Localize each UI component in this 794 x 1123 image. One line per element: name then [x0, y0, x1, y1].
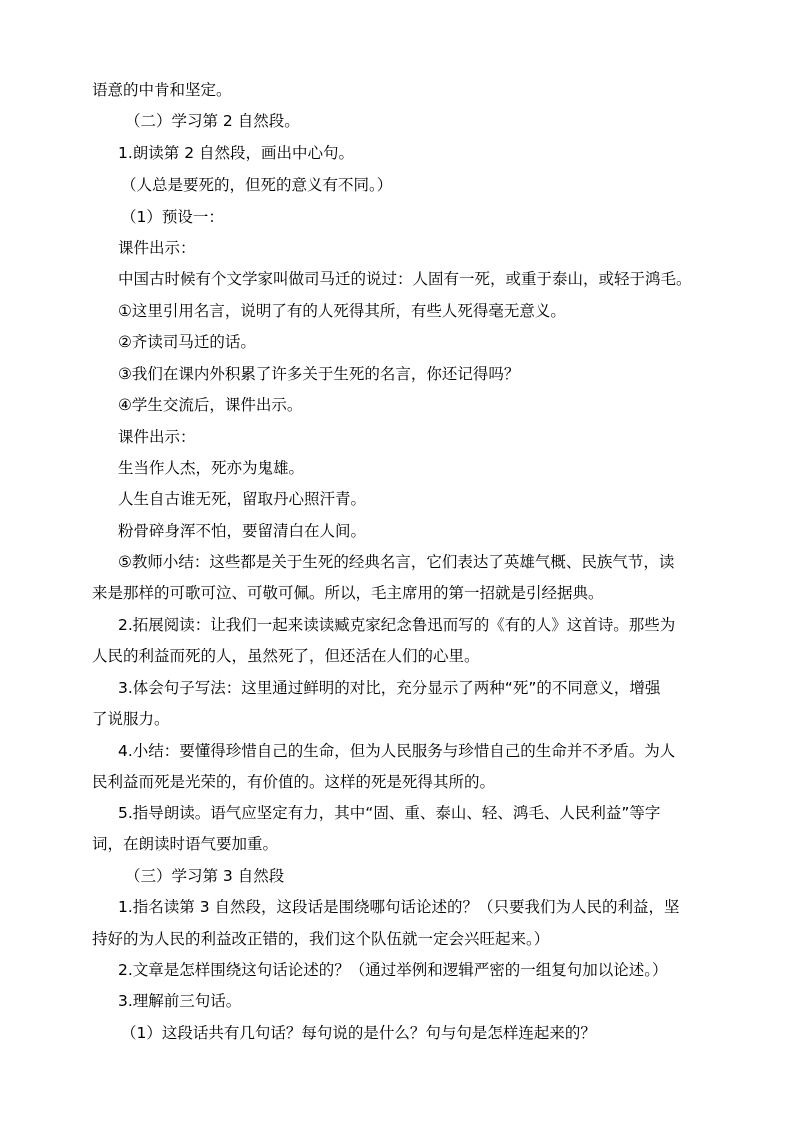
- text-line: 民利益而死是光荣的，有价值的。这样的死是死得其所的。: [92, 773, 496, 791]
- section-heading: （二）学习第 2 自然段。: [125, 112, 300, 130]
- text-line: 2.拓展阅读：让我们一起来读读臧克家纪念鲁迅而写的《有的人》这首诗。那些为: [118, 616, 676, 634]
- text-line: 2.文章是怎样围绕这句话论述的？（通过举例和逻辑严密的一组复句加以论述。）: [118, 961, 668, 979]
- text-line: 持好的为人民的利益改正错的，我们这个队伍就一定会兴旺起来。）: [92, 930, 550, 948]
- section-heading: （三）学习第 3 自然段: [125, 867, 285, 885]
- text-line: 生当作人杰，死亦为鬼雄。: [118, 459, 305, 477]
- text-line: 课件出示：: [118, 239, 196, 257]
- text-line: 来是那样的可歌可泣、可敬可佩。所以，毛主席用的第一招就是引经据典。: [92, 584, 604, 602]
- text-line: ②齐读司马迁的话。: [118, 333, 256, 351]
- text-line: ④学生交流后，课件出示。: [118, 396, 303, 414]
- text-line: 人民的利益而死的人，虽然死了，但还活在人们的心里。: [92, 647, 480, 665]
- text-line: ⑤教师小结：这些都是关于生死的经典名言，它们表达了英雄气概、民族气节，读: [118, 553, 675, 571]
- text-line: 3.体会句子写法：这里通过鲜明的对比，充分显示了两种“死”的不同意义，增强: [118, 679, 661, 697]
- text-line: 3.理解前三句话。: [118, 992, 242, 1010]
- text-line: 1.朗读第 2 自然段，画出中心句。: [118, 144, 355, 162]
- text-line: 语意的中肯和坚定。: [92, 81, 232, 99]
- text-line: （人总是要死的，但死的意义有不同。）: [121, 176, 393, 194]
- text-line: 人生自古谁无死，留取丹心照汗青。: [118, 490, 367, 508]
- text-line: ③我们在课内外积累了许多关于生死的名言，你还记得吗？: [118, 365, 520, 383]
- text-line: 5.指导朗读。语气应坚定有力，其中“固、重、泰山、轻、鸿毛、人民利益”等字: [118, 804, 661, 822]
- text-line: ①这里引用名言，说明了有的人死得其所，有些人死得毫无意义。: [118, 302, 566, 320]
- text-line: 中国古时候有个文学家叫做司马迁的说过：人固有一死，或重于泰山，或轻于鸿毛。: [118, 270, 692, 288]
- text-line: 粉骨碎身浑不怕，要留清白在人间。: [118, 522, 367, 540]
- text-line: 词，在朗读时语气要加重。: [92, 835, 279, 853]
- text-line: （1）预设一：: [121, 208, 224, 226]
- text-line: 了说服力。: [92, 710, 170, 728]
- text-line: 课件出示：: [118, 428, 196, 446]
- text-line: （1）这段话共有几句话？每句说的是什么？句与句是怎样连起来的？: [121, 1024, 596, 1042]
- text-line: 4.小结：要懂得珍惜自己的生命，但为人民服务与珍惜自己的生命并不矛盾。为人: [118, 742, 676, 760]
- text-line: 1.指名读第 3 自然段，这段话是围绕哪句话论述的？（只要我们为人民的利益，坚: [118, 898, 680, 916]
